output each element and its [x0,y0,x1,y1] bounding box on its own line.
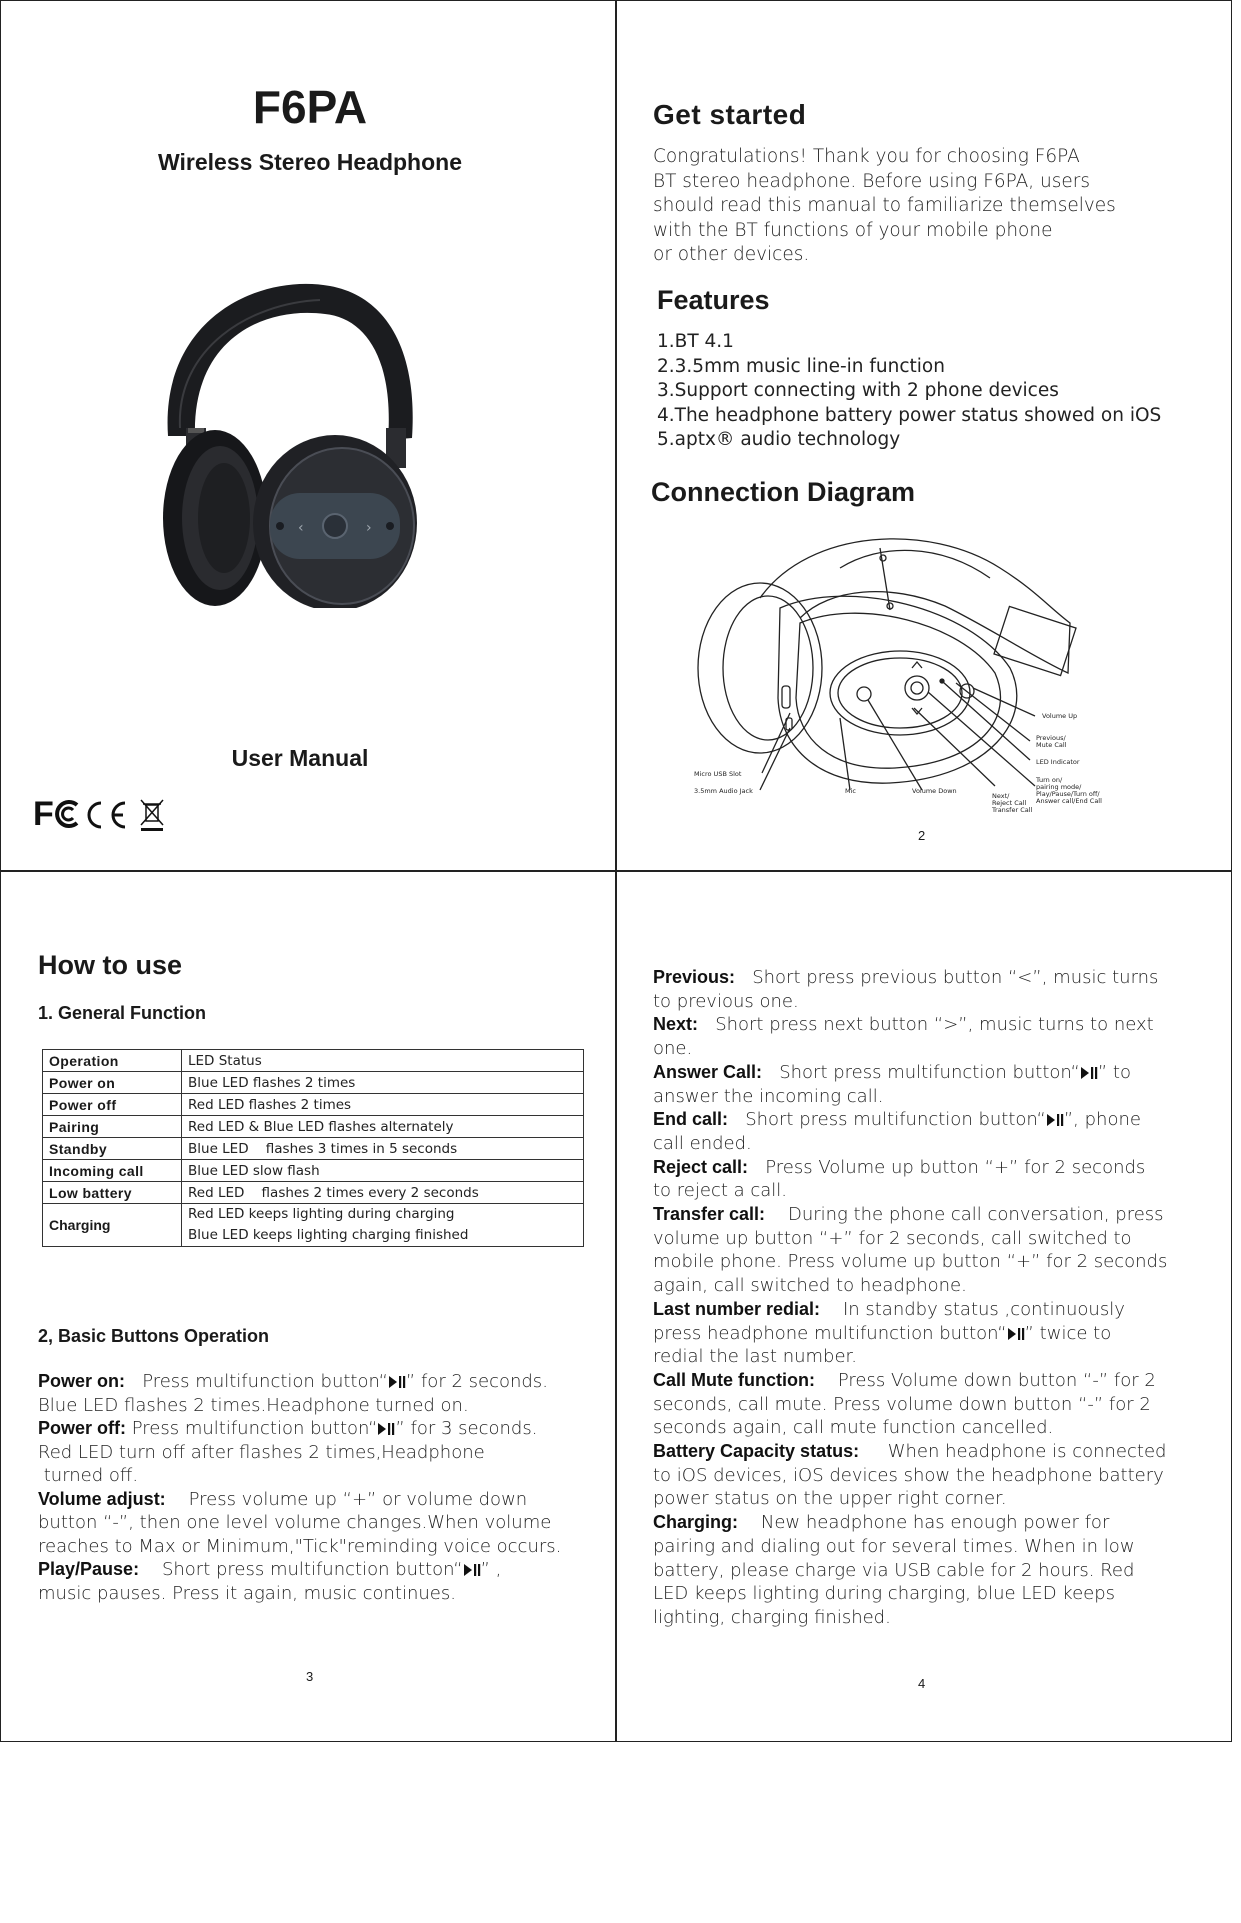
label-led-indicator: LED Indicator [1036,758,1080,766]
play-pause-icon [463,1563,481,1577]
label-audio-jack: 3.5mm Audio Jack [694,787,753,795]
label-previous: Previous/ [1036,734,1066,742]
page-divider-horizontal [0,870,1232,872]
certification-marks [33,795,173,835]
label-transfer-call: Transfer Call [992,806,1033,814]
label-mic: Mic [845,787,856,795]
how-to-use-heading: How to use [38,950,183,980]
feature-item: 5.aptx® audio technology [657,429,901,450]
svg-text:‹: ‹ [298,520,304,536]
play-pause-icon [1046,1113,1064,1127]
label-volume-down: Volume Down [912,787,957,795]
feature-item: 3.Support connecting with 2 phone devices [657,380,1059,401]
label-micro-usb: Micro USB Slot [694,770,742,778]
table-row: Operation LED Status [43,1050,584,1072]
page-number: 3 [306,1669,314,1684]
intro-line: or other devices. [653,244,810,265]
table-row: Incoming call Blue LED slow flash [43,1160,584,1182]
label-mute-call: Mute Call [1036,741,1067,749]
connection-diagram [690,528,1110,818]
button-functions-text: Previous: Short press previous button “<”, music turns to previous one. Next: Short press next button “>”, music turns to next one. Answer Call: Short press multifunction button“ ” to answer the incoming call. End call: Short press multifunction button“ ”, phone call ended. Reject call: Press Volume up button “+” for 2 seconds to reject a call. Transfer call: During the phone call conversation, press volume up button “+” for 2 seconds, call switched to mobile phone. Press volume up button “+” for 2 seconds again, call switched to headphone. Last number redial: In standby status ,continuously press headphone multifunction button“ ” twice to redial the last number. Call Mute function: Press Volume down button “-” for 2 seconds, call mute. Press volume down button “-” for 2 seconds again, call mute function cancelled. Battery Capacity status: When headphone is connected to iOS devices, iOS devices show the headphone battery power status on the upper right corner. Charging: New headphone has enough power for pairing and dialing out for several times. When in low battery, please charge via USB cable for 2 hours. Red LED keeps lighting during charging, blue LED keeps lighting, charging finished. [653,967,1168,1628]
label-answer-call: Answer call/End Call [1036,797,1102,805]
table-row: Pairing Red LED & Blue LED flashes alternately [43,1116,584,1138]
features-list [657,330,1161,453]
ce-icon [89,803,125,827]
label-volume-up: Volume Up [1042,712,1078,720]
label-play-pause: Play/Pause/Turn off/ [1036,790,1100,798]
connection-diagram-heading: Connection Diagram [651,477,916,507]
play-pause-icon [388,1375,406,1389]
intro-line: with the BT functions of your mobile phone [653,219,1053,241]
intro-line: Congratulations! Thank you for choosing F6PA [653,146,1080,167]
fcc-icon [33,795,77,833]
intro-paragraph [653,145,1116,268]
product-title: F6PA [252,81,368,133]
headphone-photo [150,278,440,608]
svg-text:F: F [33,795,54,833]
get-started-heading: Get started [653,99,807,130]
table-row: Power on Blue LED flashes 2 times [43,1072,584,1094]
general-function-heading: 1. General Function [38,1003,207,1023]
intro-line: BT stereo headphone. Before using F6PA, users [653,170,1090,192]
table-row: Power off Red LED flashes 2 times [43,1094,584,1116]
features-heading: Features [657,285,770,315]
label-turn-on: Turn on/ [1036,776,1063,784]
label-reject-call: Reject Call [992,799,1027,807]
weee-bin-icon [141,800,163,831]
play-pause-icon [1007,1327,1025,1341]
table-row: Low battery Red LED flashes 2 times every 2 seconds [43,1182,584,1204]
basic-buttons-text: Power on: Press multifunction button“ ” for 2 seconds. Blue LED flashes 2 times.Headphone turned on. Power off: Press multifunction button“ ” for 3 seconds. Red LED turn off after flashes 2 times,Headphone turned off. Volume adjust: Press volume up “+” or volume down button “-”, then one level volume changes.When volume reaches to Max or Minimum,"Tick"reminding voice occurs. Play/Pause: Short press multifunction button“ ” , music pauses. Press it again, music continues. [38,1371,562,1604]
feature-item: 2.3.5mm music line-in function [657,355,945,377]
label-pairing-mode: pairing mode/ [1036,783,1082,791]
play-pause-icon [377,1422,395,1436]
basic-buttons-heading: 2, Basic Buttons Operation [38,1326,270,1346]
intro-line: should read this manual to familiarize themselves [653,195,1116,216]
svg-text:›: › [366,520,372,536]
table-row: Charging Red LED keeps lighting during charging Blue LED keeps lighting charging finished [43,1204,584,1247]
table-row: Standby Blue LED flashes 3 times in 5 seconds [43,1138,584,1160]
page-number: 4 [918,1676,926,1691]
play-pause-icon [1080,1066,1098,1080]
page-number: 2 [918,828,926,843]
product-subtitle: Wireless Stereo Headphone [158,149,462,175]
user-manual-label: User Manual [231,745,369,771]
led-status-table [42,1049,584,1247]
label-next: Next/ [992,792,1010,800]
feature-item: 1.BT 4.1 [657,331,734,352]
feature-item: 4.The headphone battery power status showed on iOS [657,404,1162,426]
